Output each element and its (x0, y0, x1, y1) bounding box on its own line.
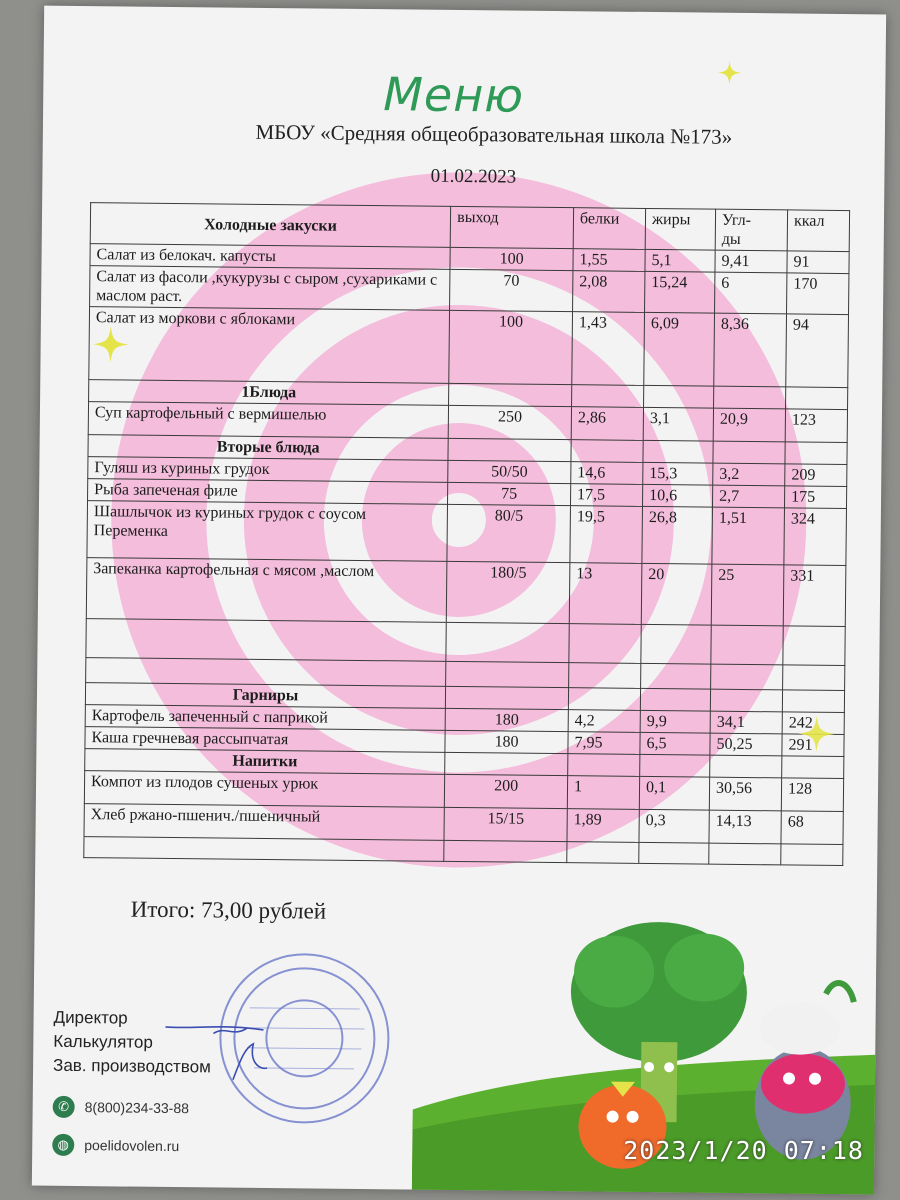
signature-director: Директор (53, 1007, 128, 1028)
empty-cell (86, 619, 447, 662)
dish-fat: 10,6 (643, 484, 713, 507)
sparkle-icon (715, 59, 743, 87)
dish-carbs: 3,2 (713, 463, 785, 486)
empty-cell (710, 755, 782, 778)
dish-name: Хлеб ржано-пшенич./пшеничный (84, 804, 445, 841)
website-url: poelidovolen.ru (84, 1137, 180, 1155)
phone-number: 8(800)234-33-88 (84, 1099, 190, 1117)
dish-kcal: 170 (787, 273, 849, 315)
dish-carbs: 14,13 (709, 810, 781, 844)
dish-protein: 13 (569, 563, 642, 625)
menu-sheet (32, 6, 886, 1195)
globe-icon: ◍ (52, 1134, 74, 1156)
dish-kcal: 91 (787, 251, 849, 274)
empty-cell (641, 663, 711, 689)
dish-protein: 19,5 (570, 506, 643, 564)
empty-cell (572, 385, 644, 408)
dish-carbs: 1,51 (712, 507, 785, 565)
column-header-fat: жиры (645, 208, 715, 250)
empty-cell (86, 658, 446, 687)
empty-cell (445, 752, 568, 775)
dish-protein: 1,55 (573, 249, 645, 272)
table-row (89, 307, 849, 388)
empty-cell (711, 625, 783, 665)
dish-kcal: 242 (782, 712, 844, 735)
dish-yield: 180/5 (446, 561, 569, 623)
page-title: Меню (383, 67, 525, 123)
dish-name: Суп картофельный с вермишелью (88, 402, 449, 439)
dish-name: Компот из плодов сушеных урюк (84, 771, 445, 808)
dish-carbs: 8,36 (714, 313, 787, 387)
phone-icon: ✆ (53, 1096, 75, 1118)
empty-cell (644, 385, 714, 408)
dish-carbs: 30,56 (709, 777, 781, 811)
dish-kcal: 324 (784, 508, 847, 566)
dish-fat: 6,09 (644, 312, 715, 386)
section-drinks: Напитки (85, 749, 445, 775)
empty-cell (639, 842, 709, 864)
column-header-yield: выход (450, 206, 573, 248)
empty-cell (446, 622, 569, 662)
dish-kcal: 94 (786, 314, 849, 388)
dish-fat: 0,1 (639, 776, 709, 810)
dish-yield: 180 (445, 708, 568, 731)
dish-kcal: 291 (782, 734, 844, 757)
column-header-carbs: Угл- ды (715, 209, 787, 251)
dish-name: Салат из белокач. капусты (90, 244, 450, 270)
empty-cell (782, 690, 844, 713)
section-second-courses: Вторые блюда (88, 435, 448, 461)
dish-kcal: 128 (781, 778, 843, 812)
empty-cell (713, 441, 785, 464)
dish-carbs: 34,1 (710, 711, 782, 734)
dish-yield: 80/5 (447, 504, 570, 562)
dish-protein: 17,5 (570, 484, 642, 507)
column-header-section: Холодные закуски (90, 203, 451, 248)
dish-carbs: 25 (711, 564, 784, 626)
empty-cell (449, 383, 572, 406)
empty-cell (446, 686, 569, 709)
section-first-courses: 1Блюда (89, 380, 449, 406)
menu-table (83, 202, 850, 866)
signature-calculator: Калькулятор (53, 1031, 153, 1052)
phone-contact (53, 1096, 190, 1119)
empty-cell (640, 754, 710, 777)
table-row (86, 558, 846, 627)
dish-carbs: 9,41 (715, 250, 787, 273)
dish-fat: 9,9 (640, 710, 710, 733)
menu-date: 01.02.2023 (430, 165, 517, 188)
dish-carbs: 2,7 (713, 485, 785, 508)
dish-name: Картофель запеченный с паприкой (85, 705, 445, 731)
dish-yield: 100 (449, 310, 573, 384)
dish-carbs: 20,9 (713, 408, 785, 442)
dish-name: Рыба запеченая филе (88, 479, 448, 505)
section-garnishes: Гарниры (85, 683, 445, 709)
signature-production: Зав. производством (53, 1055, 211, 1077)
empty-cell (571, 440, 643, 463)
dish-fat: 3,1 (643, 407, 713, 441)
empty-cell (641, 624, 711, 664)
dish-protein: 1,43 (572, 312, 645, 386)
empty-cell (643, 440, 713, 463)
dish-protein: 1 (567, 776, 639, 810)
column-header-kcal: ккал (787, 210, 849, 252)
dish-yield: 70 (450, 269, 573, 311)
empty-cell (567, 842, 639, 864)
dish-carbs: 6 (715, 272, 787, 314)
total-price: Итого: 73,00 рублей (130, 896, 327, 924)
column-header-protein: белки (573, 208, 645, 250)
dish-protein: 1,89 (567, 809, 639, 843)
dish-protein: 14,6 (571, 462, 643, 485)
dish-name: Каша гречневая рассыпчатая (85, 727, 445, 753)
empty-cell (444, 840, 567, 862)
empty-cell (783, 665, 845, 691)
dish-protein: 2,08 (573, 271, 645, 313)
dish-protein: 2,86 (571, 407, 643, 441)
empty-cell (714, 386, 786, 409)
dish-yield: 50/50 (448, 460, 571, 483)
empty-cell (711, 664, 783, 690)
dish-name: Гуляш из куриных грудок (88, 457, 448, 483)
empty-cell (640, 688, 710, 711)
dish-fat: 0,3 (639, 809, 709, 843)
dish-fat: 26,8 (642, 506, 713, 564)
dish-yield: 200 (445, 774, 568, 808)
empty-cell (782, 756, 844, 779)
empty-cell (781, 844, 843, 866)
dish-name: Салат из фасоли ,кукурузы с сыром ,сухариками с маслом раст. (90, 266, 451, 311)
school-name: МБОУ «Средняя общеобразовательная школа №173» (255, 119, 733, 149)
dish-fat: 5,1 (645, 249, 715, 272)
dish-yield: 15/15 (444, 807, 567, 841)
dish-yield: 180 (445, 730, 568, 753)
handwritten-signature (163, 1007, 284, 1088)
dish-kcal: 331 (783, 565, 846, 627)
dish-yield: 100 (450, 247, 573, 270)
dish-protein: 7,95 (568, 732, 640, 755)
dish-fat: 15,3 (643, 462, 713, 485)
website-contact (52, 1134, 179, 1157)
table-row (87, 501, 847, 566)
empty-cell (783, 626, 845, 666)
empty-cell (569, 624, 641, 664)
empty-cell (448, 438, 571, 461)
sparkle-icon (796, 714, 836, 754)
dish-kcal: 68 (781, 811, 843, 845)
dish-fat: 6,5 (640, 732, 710, 755)
empty-cell (710, 689, 782, 712)
dish-kcal: 123 (785, 409, 847, 443)
empty-cell (569, 663, 641, 689)
dish-fat: 15,24 (645, 271, 715, 313)
dish-kcal: 209 (785, 464, 847, 487)
dish-yield: 250 (448, 405, 571, 439)
empty-cell (446, 661, 569, 687)
dish-fat: 20 (641, 563, 712, 625)
empty-cell (568, 754, 640, 777)
dish-name: Запеканка картофельная с мясом ,маслом (86, 558, 447, 623)
empty-cell (709, 843, 781, 865)
dish-carbs: 50,25 (710, 733, 782, 756)
empty-cell (84, 837, 444, 862)
empty-cell (785, 442, 847, 465)
empty-cell (786, 387, 848, 410)
empty-cell (568, 688, 640, 711)
dish-protein: 4,2 (568, 710, 640, 733)
dish-name: Салат из моркови с яблоками (89, 307, 450, 384)
dish-kcal: 175 (785, 486, 847, 509)
dish-yield: 75 (448, 482, 571, 505)
photo-timestamp: 2023/1/20 07:18 (623, 1136, 864, 1165)
dish-name: Шашлычок из куриных грудок с соусом Переменка (87, 501, 448, 562)
